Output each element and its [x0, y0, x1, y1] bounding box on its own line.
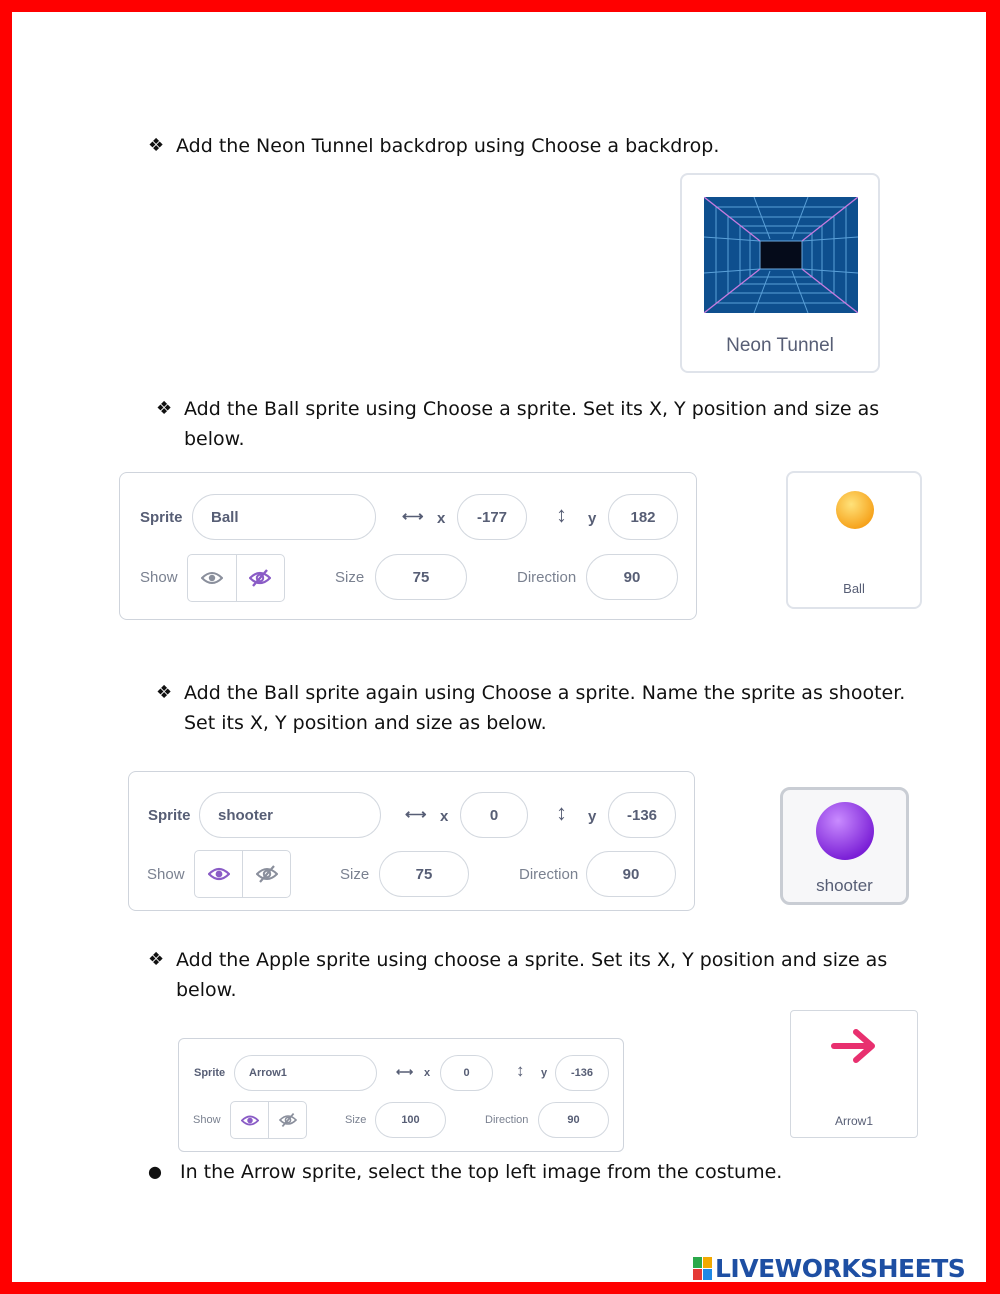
hide-button[interactable]: [237, 555, 285, 601]
y-label: y: [541, 1067, 548, 1079]
liveworksheets-logo: [693, 1254, 985, 1284]
diamond-bullet-icon: ❖: [148, 135, 165, 156]
x-position-input[interactable]: -177: [457, 494, 527, 540]
size-input[interactable]: 75: [379, 851, 469, 897]
sprite-label: Sprite: [140, 509, 183, 526]
sprite-thumbnail-label: Ball: [843, 581, 865, 596]
y-label: y: [588, 808, 597, 825]
show-label: Show: [140, 569, 178, 586]
arrow-right-icon: [830, 1028, 880, 1064]
direction-input[interactable]: 90: [538, 1102, 609, 1138]
eye-icon: [208, 866, 230, 882]
size-label: Size: [335, 569, 365, 586]
instruction-3: ❖ Add the Ball sprite again using Choose a sprite. Name the sprite as shooter. Set its X, Y position and size as below.: [156, 678, 916, 738]
vertical-arrows-icon: ↕: [556, 502, 567, 527]
direction-label: Direction: [517, 569, 577, 586]
x-label: x: [440, 808, 449, 825]
sprite-thumbnail-arrow[interactable]: [790, 1010, 918, 1138]
diamond-bullet-icon: ❖: [148, 949, 165, 970]
sprite-thumbnail-ball[interactable]: [786, 471, 922, 609]
hide-button[interactable]: [243, 851, 290, 897]
diamond-bullet-icon: ❖: [156, 682, 173, 703]
show-label: Show: [193, 1114, 221, 1126]
show-button[interactable]: [195, 851, 243, 897]
sprite-label: Sprite: [148, 807, 191, 824]
vertical-arrows-icon: ↕: [516, 1061, 525, 1080]
y-position-input[interactable]: 182: [608, 494, 678, 540]
instruction-1: ❖ Add the Neon Tunnel backdrop using Choose a backdrop.: [148, 131, 948, 161]
sprite-info-panel-arrow: [178, 1038, 624, 1152]
horizontal-arrows-icon: ⟷: [405, 806, 427, 823]
direction-input[interactable]: 90: [586, 851, 676, 897]
direction-label: Direction: [519, 866, 579, 883]
size-label: Size: [345, 1114, 367, 1126]
y-position-input[interactable]: -136: [555, 1055, 609, 1091]
x-position-input[interactable]: 0: [440, 1055, 493, 1091]
direction-input[interactable]: 90: [586, 554, 678, 600]
x-position-input[interactable]: 0: [460, 792, 528, 838]
x-label: x: [437, 510, 446, 527]
horizontal-arrows-icon: ⟷: [402, 508, 424, 525]
horizontal-arrows-icon: ⟷: [396, 1065, 414, 1079]
size-input[interactable]: 75: [375, 554, 467, 600]
hide-button[interactable]: [269, 1102, 306, 1138]
round-bullet-icon: ●: [148, 1162, 162, 1181]
sprite-name-input[interactable]: Arrow1: [234, 1055, 377, 1091]
size-label: Size: [340, 866, 370, 883]
y-position-input[interactable]: -136: [608, 792, 676, 838]
instruction-4: ❖ Add the Apple sprite using choose a sprite. Set its X, Y position and size as below.: [148, 945, 908, 1005]
backdrop-thumbnail[interactable]: [680, 173, 880, 373]
neon-tunnel-image: [704, 197, 858, 313]
sprite-info-panel-ball: [119, 472, 697, 620]
visibility-toggle: [187, 554, 285, 602]
ball-icon: [834, 489, 876, 531]
sprite-name-input[interactable]: shooter: [199, 792, 381, 838]
instruction-5: ● In the Arrow sprite, select the top left image from the costume.: [146, 1157, 926, 1187]
eye-icon: [241, 1114, 259, 1127]
size-input[interactable]: 100: [375, 1102, 446, 1138]
sprite-name-input[interactable]: Ball: [192, 494, 376, 540]
eye-icon: [201, 570, 223, 586]
show-label: Show: [147, 866, 185, 883]
eye-off-icon: [279, 1112, 297, 1128]
sprite-label: Sprite: [194, 1067, 226, 1079]
shooter-ball-icon: [815, 801, 875, 861]
eye-off-icon: [256, 864, 278, 884]
diamond-bullet-icon: ❖: [156, 398, 173, 419]
sprite-thumbnail-shooter[interactable]: [780, 787, 909, 905]
visibility-toggle: [194, 850, 291, 898]
x-label: x: [424, 1067, 431, 1079]
show-button[interactable]: [231, 1102, 269, 1138]
logo-blocks-icon: [693, 1257, 713, 1281]
y-label: y: [588, 510, 597, 527]
direction-label: Direction: [485, 1114, 529, 1126]
backdrop-name: Neon Tunnel: [726, 335, 834, 356]
sprite-thumbnail-label: shooter: [816, 876, 873, 895]
eye-off-icon: [249, 568, 271, 588]
vertical-arrows-icon: ↕: [556, 800, 567, 825]
sprite-thumbnail-label: Arrow1: [834, 1114, 873, 1128]
instruction-2: ❖ Add the Ball sprite using Choose a sprite. Set its X, Y position and size as below.: [156, 394, 896, 454]
sprite-info-panel-shooter: [128, 771, 695, 911]
brand-name: LIVEWORKSHEETS: [715, 1254, 966, 1283]
visibility-toggle: [230, 1101, 307, 1139]
show-button[interactable]: [188, 555, 237, 601]
